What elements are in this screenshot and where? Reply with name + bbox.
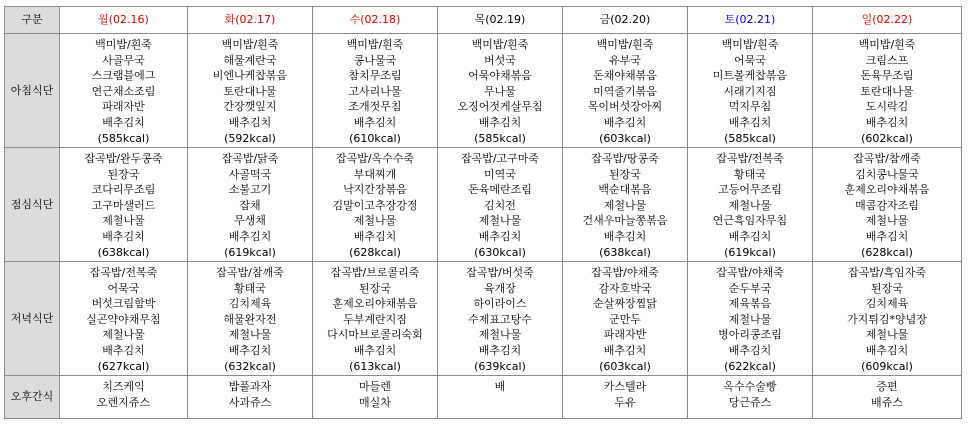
menu-item: 제철나물 [865, 328, 909, 342]
menu-item: 잡곡밥/참깨죽 [853, 152, 921, 165]
menu-item: (630kcal) [474, 245, 526, 259]
menu-item: 잡곡밥/야채죽 [716, 266, 784, 279]
menu-item: 황태국 [234, 281, 266, 295]
corner-header: 구분 [5, 7, 60, 34]
menu-item: (619kcal) [224, 245, 276, 259]
menu-items [563, 148, 687, 260]
menu-items [688, 262, 812, 374]
menu-item: (585kcal) [474, 131, 526, 145]
menu-item: 배추김치 [353, 343, 397, 357]
menu-item: 배추김치 [478, 343, 522, 357]
menu-items [438, 34, 562, 146]
menu-item: 잡곡밥/닭죽 [221, 152, 279, 165]
menu-cell-wed [313, 376, 438, 419]
day-header-thu: 목(02.19) [438, 7, 563, 34]
menu-item: 제철나물 [603, 198, 647, 212]
menu-item: 매콤감자조림 [855, 198, 919, 212]
menu-item: 김치제육 [228, 297, 272, 311]
menu-item: 제육볶음 [728, 297, 772, 311]
menu-item: 된장국 [107, 167, 140, 181]
menu-items [60, 376, 187, 410]
menu-item: 잡곡밥/브로콜리죽 [330, 266, 420, 279]
menu-cell-thu [438, 262, 563, 376]
menu-item: 오렌지쥬스 [96, 395, 151, 409]
menu-item: 해물계란국 [223, 53, 277, 67]
menu-items [438, 262, 562, 374]
menu-item: 하이라이스 [473, 297, 527, 311]
menu-item: 다시마브로콜리숙회 [327, 328, 423, 342]
menu-item: 미역국 [484, 167, 516, 181]
menu-item: 버섯국 [484, 53, 516, 67]
menu-item: 배추김치 [865, 115, 909, 129]
menu-table-container [4, 6, 962, 419]
menu-item: 제철나물 [865, 214, 909, 228]
menu-item: 김치제육 [865, 297, 909, 311]
menu-item: 잡채 [239, 198, 261, 212]
meal-label: 아침식단 [5, 34, 60, 148]
menu-item: 파래자반 [603, 328, 647, 342]
menu-item: 비엔나케찹볶음 [212, 69, 288, 83]
menu-item: 배추김치 [102, 229, 145, 243]
menu-items [60, 34, 187, 146]
menu-item: 김말이고추장강정 [332, 198, 418, 212]
weekly-menu-table [4, 6, 962, 419]
menu-item: 사골무국 [102, 53, 145, 67]
lunch-row [5, 148, 962, 262]
menu-item: 백순대볶음 [598, 183, 652, 197]
menu-item: (613kcal) [349, 359, 401, 373]
menu-item: 토란대나물 [860, 84, 914, 98]
menu-item: 배추김치 [228, 229, 272, 243]
menu-items [313, 34, 437, 146]
menu-item: 감자호박국 [598, 281, 652, 295]
menu-cell-sun [813, 34, 962, 148]
menu-cell-sat [688, 34, 813, 148]
menu-item: 백미밥/흰죽 [858, 38, 916, 51]
menu-item: 조개젓무침 [348, 100, 402, 114]
menu-item: (622kcal) [724, 359, 776, 373]
menu-items [438, 376, 562, 395]
menu-items [188, 262, 312, 374]
menu-item: 돈육메란조림 [468, 183, 532, 197]
breakfast-row [5, 34, 962, 148]
menu-item: 잡곡밥/참깨죽 [216, 266, 284, 279]
menu-cell-mon [60, 148, 188, 262]
menu-item: 잡곡밥/전복죽 [89, 266, 158, 279]
menu-cell-sat [688, 148, 813, 262]
menu-item: (585kcal) [724, 131, 776, 145]
menu-cell-thu [438, 148, 563, 262]
day-header-sat: 토(02.21) [688, 7, 813, 34]
menu-cell-thu [438, 34, 563, 148]
menu-item: 배추김치 [728, 115, 772, 129]
menu-item: 낙지간장볶음 [343, 183, 407, 197]
menu-item: 배추김치 [102, 343, 145, 357]
menu-cell-fri [563, 262, 688, 376]
menu-items [688, 34, 812, 146]
menu-item: 치즈케익 [102, 380, 145, 393]
menu-items [813, 262, 961, 374]
menu-cell-mon [60, 262, 188, 376]
menu-item: 건새우마늘쫑볶음 [582, 214, 668, 228]
menu-item: (638kcal) [599, 245, 651, 259]
menu-item: 백미밥/흰죽 [471, 38, 529, 51]
menu-item: 사골떡국 [228, 167, 272, 181]
menu-cell-thu [438, 376, 563, 419]
menu-item: 토란대나물 [223, 84, 277, 98]
menu-item: 잡곡밥/흑임자죽 [847, 266, 927, 279]
menu-items [188, 376, 312, 410]
menu-item: 두부계란지짐 [343, 312, 407, 326]
day-header-sun: 일(02.22) [813, 7, 962, 34]
menu-items [813, 376, 961, 410]
menu-items [188, 148, 312, 260]
menu-item: 미역줄기볶음 [593, 84, 657, 98]
menu-items [60, 262, 187, 374]
menu-item: 제철나물 [102, 328, 145, 342]
snack-row [5, 376, 962, 419]
menu-item: (603kcal) [599, 131, 651, 145]
menu-item: 미트볼케찹볶음 [712, 69, 788, 83]
menu-items [563, 262, 687, 374]
menu-items [688, 376, 812, 410]
menu-item: (638kcal) [97, 245, 150, 259]
menu-item: 배추김치 [728, 343, 772, 357]
menu-item: (619kcal) [724, 245, 776, 259]
menu-item: 버섯크림함박 [91, 297, 156, 311]
menu-item: 잡곡밥/옥수수죽 [335, 152, 415, 165]
menu-item: 병아리콩조림 [718, 328, 782, 342]
menu-cell-sat [688, 262, 813, 376]
menu-items [188, 34, 312, 146]
menu-item: 배추김치 [102, 115, 145, 129]
menu-item: 카스텔라 [603, 380, 647, 393]
menu-item: 배추김치 [228, 343, 272, 357]
menu-cell-tue [188, 148, 313, 262]
menu-item: 배추김치 [728, 229, 772, 243]
menu-item: 어묵국 [734, 53, 766, 67]
menu-item: 스크램블에그 [91, 69, 156, 83]
menu-item: 제철나물 [353, 214, 397, 228]
menu-item: 돈채야채볶음 [593, 69, 657, 83]
menu-item: 목이버섯장아찌 [587, 100, 663, 114]
menu-item: 황태국 [734, 167, 766, 181]
menu-item: 먹지무침 [728, 100, 772, 114]
meal-label: 점심식단 [5, 148, 60, 262]
menu-item: (632kcal) [224, 359, 276, 373]
menu-items [313, 262, 437, 374]
menu-item: 크림스프 [865, 53, 909, 67]
menu-item: 김치전 [484, 198, 516, 212]
menu-item: 백미밥/흰죽 [346, 38, 404, 51]
menu-item: 두유 [614, 395, 636, 409]
menu-item: 배추김치 [865, 343, 909, 357]
menu-item: 배추김치 [478, 229, 522, 243]
menu-item: 가지튀김*양념장 [847, 312, 927, 326]
menu-item: 밥풀과자 [228, 380, 272, 393]
menu-item: 군만두 [609, 312, 641, 326]
menu-item: 배추김치 [603, 343, 647, 357]
menu-item: 돈육무조림 [860, 69, 914, 83]
menu-item: 해물완자전 [223, 312, 277, 326]
menu-item: 배쥬스 [871, 395, 903, 409]
menu-item: 수제표고탕수 [468, 312, 532, 326]
menu-item: 제철나물 [102, 214, 145, 228]
menu-item: 잡곡밥/완두콩죽 [84, 152, 163, 165]
menu-item: (610kcal) [349, 131, 401, 145]
menu-item: 옥수수술빵 [723, 380, 777, 393]
menu-cell-fri [563, 376, 688, 419]
day-header-mon: 월(02.16) [60, 7, 188, 34]
menu-item: 잡곡밥/땅콩죽 [591, 152, 659, 165]
menu-item: 고사리나물 [348, 84, 402, 98]
dinner-row [5, 262, 962, 376]
day-header-tue: 화(02.17) [188, 7, 313, 34]
menu-cell-mon [60, 376, 188, 419]
menu-item: 순두부국 [728, 281, 772, 295]
menu-item: 오징어젓게살무침 [457, 100, 543, 114]
menu-item: (609kcal) [861, 359, 913, 373]
menu-cell-mon [60, 34, 188, 148]
menu-item: 잡곡밥/전복죽 [716, 152, 784, 165]
menu-item: 김치콩나물국 [855, 167, 919, 181]
menu-item: 배추김치 [603, 115, 647, 129]
menu-item: 간장깻잎지 [223, 100, 277, 114]
menu-item: 유부국 [609, 53, 641, 67]
menu-item: 훈제오리야채볶음 [844, 183, 930, 197]
menu-item: 파래자반 [102, 100, 145, 114]
menu-item: 콩나물국 [353, 53, 397, 67]
menu-item: (639kcal) [474, 359, 526, 373]
menu-item: 제철나물 [478, 214, 522, 228]
menu-item: 백미밥/흰죽 [221, 38, 279, 51]
menu-item: 백미밥/흰죽 [95, 38, 152, 51]
menu-item: 된장국 [609, 167, 641, 181]
menu-items [563, 376, 687, 410]
day-header-fri: 금(02.20) [563, 7, 688, 34]
menu-item: 코다리무조림 [91, 183, 156, 197]
menu-item: 사과쥬스 [228, 395, 272, 409]
menu-item: (627kcal) [97, 359, 150, 373]
menu-items [563, 34, 687, 146]
menu-item: (585kcal) [97, 131, 150, 145]
menu-items [438, 148, 562, 260]
menu-items [813, 148, 961, 260]
menu-item: 순살짜장찜닭 [593, 297, 657, 311]
menu-item: 어묵야채볶음 [468, 69, 532, 83]
menu-item: 고등어무조림 [718, 183, 782, 197]
menu-item: 소불고기 [228, 183, 272, 197]
menu-item: 배추김치 [228, 115, 272, 129]
menu-item: 도시락김 [865, 100, 909, 114]
menu-cell-tue [188, 34, 313, 148]
menu-item: 시래기지짐 [723, 84, 777, 98]
menu-cell-sun [813, 376, 962, 419]
menu-item: 배추김치 [865, 229, 909, 243]
menu-item: 배추김치 [478, 115, 522, 129]
menu-item: 제철나물 [728, 198, 772, 212]
menu-item: 연근채소조림 [91, 84, 156, 98]
menu-item: 배추김치 [603, 229, 647, 243]
menu-item: 마들렌 [359, 380, 391, 393]
menu-item: 매실차 [359, 395, 391, 409]
menu-item: (603kcal) [599, 359, 651, 373]
day-header-wed: 수(02.18) [313, 7, 438, 34]
menu-item: 배 [494, 380, 506, 393]
menu-cell-fri [563, 34, 688, 148]
menu-item: 된장국 [871, 281, 903, 295]
meal-label: 저녁식단 [5, 262, 60, 376]
meal-label: 오후간식 [5, 376, 60, 419]
menu-item: 잡곡밥/고구마죽 [460, 152, 540, 165]
menu-body [5, 34, 962, 419]
menu-item: 당근쥬스 [728, 395, 772, 409]
menu-items [688, 148, 812, 260]
menu-cell-fri [563, 148, 688, 262]
menu-item: 배추김치 [353, 229, 397, 243]
menu-cell-sat [688, 376, 813, 419]
menu-item: 실곤약야채무침 [86, 312, 161, 326]
menu-item: 참치무조림 [348, 69, 402, 83]
menu-item: (592kcal) [224, 131, 276, 145]
menu-cell-wed [313, 34, 438, 148]
menu-item: 된장국 [359, 281, 391, 295]
menu-item: 제철나물 [728, 312, 772, 326]
menu-item: 무나물 [484, 84, 516, 98]
menu-item: 잡곡밥/버섯죽 [466, 266, 534, 279]
menu-item: 연근흑임자무침 [712, 214, 788, 228]
menu-item: 제철나물 [228, 328, 272, 342]
menu-item: (628kcal) [861, 245, 913, 259]
menu-cell-sun [813, 148, 962, 262]
header-row [5, 7, 962, 34]
menu-items [313, 148, 437, 260]
menu-item: 제철나물 [478, 328, 522, 342]
menu-item: 고구마샐러드 [91, 198, 156, 212]
menu-items [60, 148, 187, 260]
menu-item: 어묵국 [107, 281, 140, 295]
menu-cell-tue [188, 262, 313, 376]
menu-item: (602kcal) [861, 131, 913, 145]
menu-cell-tue [188, 376, 313, 419]
menu-cell-wed [313, 148, 438, 262]
menu-item: 훈제오리야채볶음 [332, 297, 418, 311]
menu-items [813, 34, 961, 146]
menu-item: 육개장 [484, 281, 516, 295]
menu-item: 백미밥/흰죽 [596, 38, 654, 51]
menu-cell-wed [313, 262, 438, 376]
menu-cell-sun [813, 262, 962, 376]
menu-item: 부대찌개 [353, 167, 397, 181]
menu-item: 무생채 [234, 214, 266, 228]
menu-item: (628kcal) [349, 245, 401, 259]
menu-items [313, 376, 437, 410]
menu-item: 증편 [876, 380, 898, 393]
menu-item: 배추김치 [353, 115, 397, 129]
menu-item: 백미밥/흰죽 [721, 38, 779, 51]
menu-item: 잡곡밥/야채죽 [591, 266, 659, 279]
